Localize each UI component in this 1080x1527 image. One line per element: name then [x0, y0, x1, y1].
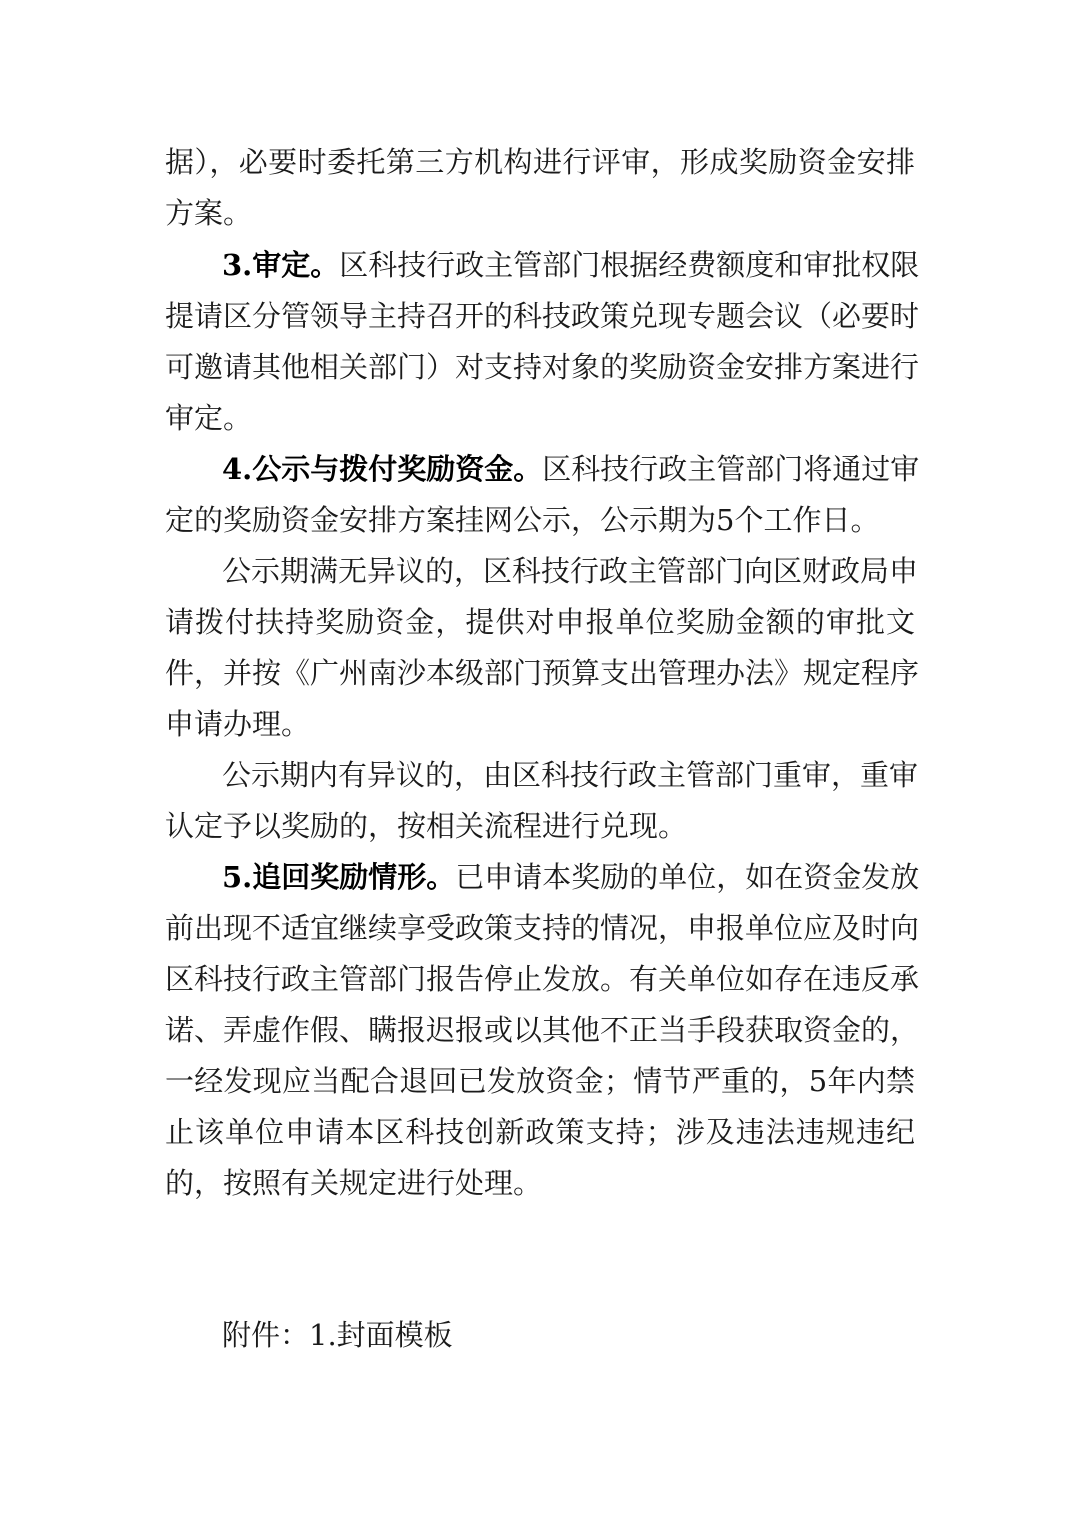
paragraph-line: 的，按照有关规定进行处理。 [165, 1166, 543, 1200]
paragraph-line: 诺、弄虚作假、瞒报迟报或以其他不正当手段获取资金的， [165, 1013, 920, 1047]
attachment-item: 1.封面模板 [309, 1318, 453, 1352]
paragraph-line: 审定。 [165, 401, 253, 435]
paragraph-line: 据），必要时委托第三方机构进行评审，形成奖励资金安排 [165, 145, 915, 179]
paragraph-text: 区科技行政主管部门根据经费额度和审批权限 [339, 248, 920, 282]
section-heading: 4.公示与拨付奖励资金。 [222, 452, 543, 486]
paragraph-line: 件，并按《广州南沙本级部门预算支出管理办法》规定程序 [165, 656, 920, 690]
paragraph-line: 止该单位申请本区科技创新政策支持；涉及违法违规违纪 [165, 1115, 915, 1149]
paragraph-line: 可邀请其他相关部门）对支持对象的奖励资金安排方案进行 [165, 350, 920, 384]
paragraph-line: 方案。 [165, 196, 253, 230]
paragraph-text: 区科技行政主管部门将通过审 [542, 452, 920, 486]
paragraph-line: 定的奖励资金安排方案挂网公示，公示期为5个工作日。 [165, 503, 880, 537]
paragraph-line [222, 449, 920, 489]
attachment-label: 附件： [222, 1318, 310, 1352]
paragraph-text: 已申请本奖励的单位，如在资金发放 [455, 860, 920, 894]
paragraph-line: 请拨付扶持奖励资金，提供对申报单位奖励金额的审批文 [165, 605, 915, 639]
paragraph-line [222, 245, 920, 285]
section-heading: 3.审定。 [222, 248, 340, 282]
paragraph-line: 申请办理。 [165, 707, 311, 741]
paragraph-line: 公示期满无异议的，区科技行政主管部门向区财政局申 [222, 554, 919, 588]
section-heading: 5.追回奖励情形。 [222, 860, 456, 894]
paragraph-line: 提请区分管领导主持召开的科技政策兑现专题会议（必要时 [165, 299, 920, 333]
paragraph-line: 区科技行政主管部门报告停止发放。有关单位如存在违反承 [165, 962, 920, 996]
paragraph-line: 公示期内有异议的，由区科技行政主管部门重审，重审 [222, 758, 919, 792]
paragraph-line [222, 857, 920, 897]
paragraph-line: 认定予以奖励的，按相关流程进行兑现。 [165, 809, 688, 843]
paragraph-line: 前出现不适宜继续享受政策支持的情况，申报单位应及时向 [165, 911, 920, 945]
attachment-line [222, 1315, 915, 1355]
paragraph-line: 一经发现应当配合退回已发放资金；情节严重的，5年内禁 [165, 1064, 915, 1098]
